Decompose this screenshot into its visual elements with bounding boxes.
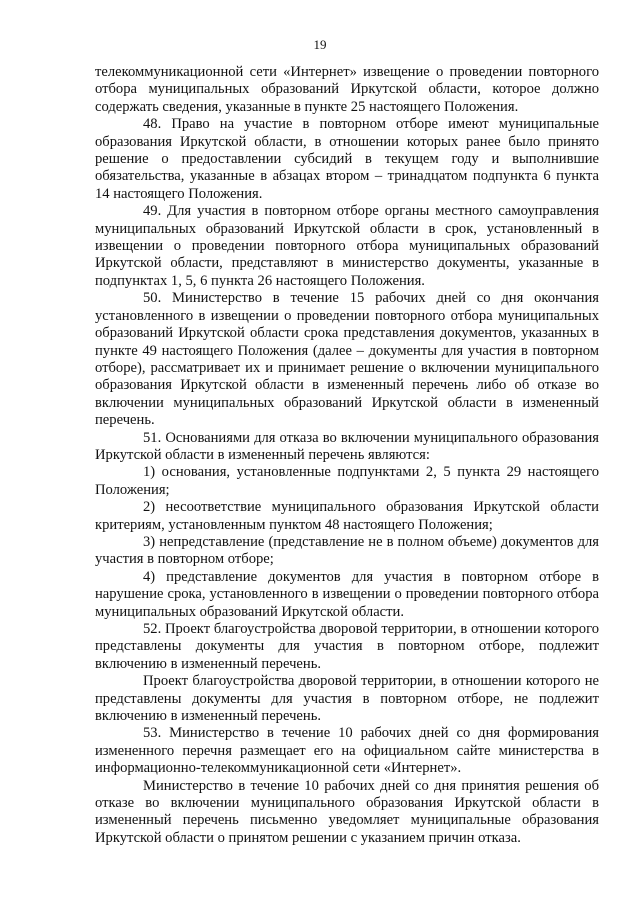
paragraph-48: 48. Право на участие в повторном отборе имеют муниципальные образования Иркутской области, в отношении которых ранее было принято решение о предоставлении субсидий в текущем году и выполнившие обязательства, указанные в абзацах втором – тринадцатом подпункта 6 пункта 14 настоящего Положения. — [95, 116, 599, 202]
page-number: 19 — [313, 37, 327, 52]
document-body — [95, 64, 599, 847]
paragraph-53-second: Министерство в течение 10 рабочих дней со дня принятия решения об отказе во включении муниципального образования Иркутской области в измененный перечень письменно уведомляет муниципальные образования Иркутской области о принятом решении с указанием причин отказа. — [95, 777, 599, 846]
paragraph-51-item-4: 4) представление документов для участия в повторном отборе в нарушение срока, установленного в извещении о проведении повторного отбора муниципальных образований Иркутской области. — [95, 568, 599, 620]
paragraph-51-item-2: 2) несоответствие муниципального образования Иркутской области критериям, установленным пунктом 48 настоящего Положения; — [95, 499, 599, 533]
paragraph-52: 52. Проект благоустройства дворовой территории, в отношении которого представлены документы для участия в повторном отборе, подлежит включению в измененный перечень. — [95, 621, 599, 672]
paragraph-51: 51. Основаниями для отказа во включении муниципального образования Иркутской области в измененный перечень являются: — [95, 429, 599, 463]
paragraph-51-item-1: 1) основания, установленные подпунктами 2, 5 пункта 29 настоящего Положения; — [95, 464, 599, 498]
paragraph-49: 49. Для участия в повторном отборе органы местного самоуправления муниципальных образований Иркутской области в срок, установленный в извещении о проведении повторного отбора муниципальных образований Иркутской области, представляют в министерство документы, указанные в подпунктах 1, 5, 6 пункта 26 настоящего Положения. — [95, 203, 599, 289]
paragraph-52-second: Проект благоустройства дворовой территории, в отношении которого не представлены документы для участия в повторном отборе, не подлежит включению в измененный перечень. — [95, 673, 599, 725]
paragraph-50: 50. Министерство в течение 15 рабочих дней со дня окончания установленного в извещении о проведении повторного отбора муниципальных образований Иркутской области срока представления документов, указанных в пункте 49 настоящего Положения (далее – документы для участия в повторном отборе), рассматривает их и принимает решение о включении муниципального образования Иркутской области в измененный перечень либо об отказе во включении муниципальных образований Иркутской области в измененный перечень. — [95, 290, 599, 429]
paragraph-51-item-3: 3) непредставление (представление не в полном объеме) документов для участия в повторном отборе; — [95, 533, 599, 568]
paragraph-continuation: телекоммуникационной сети «Интернет» извещение о проведении повторного отбора муниципальных образований Иркутской области, которое должно содержать сведения, указанные в пункте 25 настоящего Положения. — [95, 64, 599, 115]
paragraph-53: 53. Министерство в течение 10 рабочих дней со дня формирования измененного перечня размещает его на официальном сайте министерства в информационно-телекоммуникационной сети «Интернет». — [95, 725, 599, 777]
